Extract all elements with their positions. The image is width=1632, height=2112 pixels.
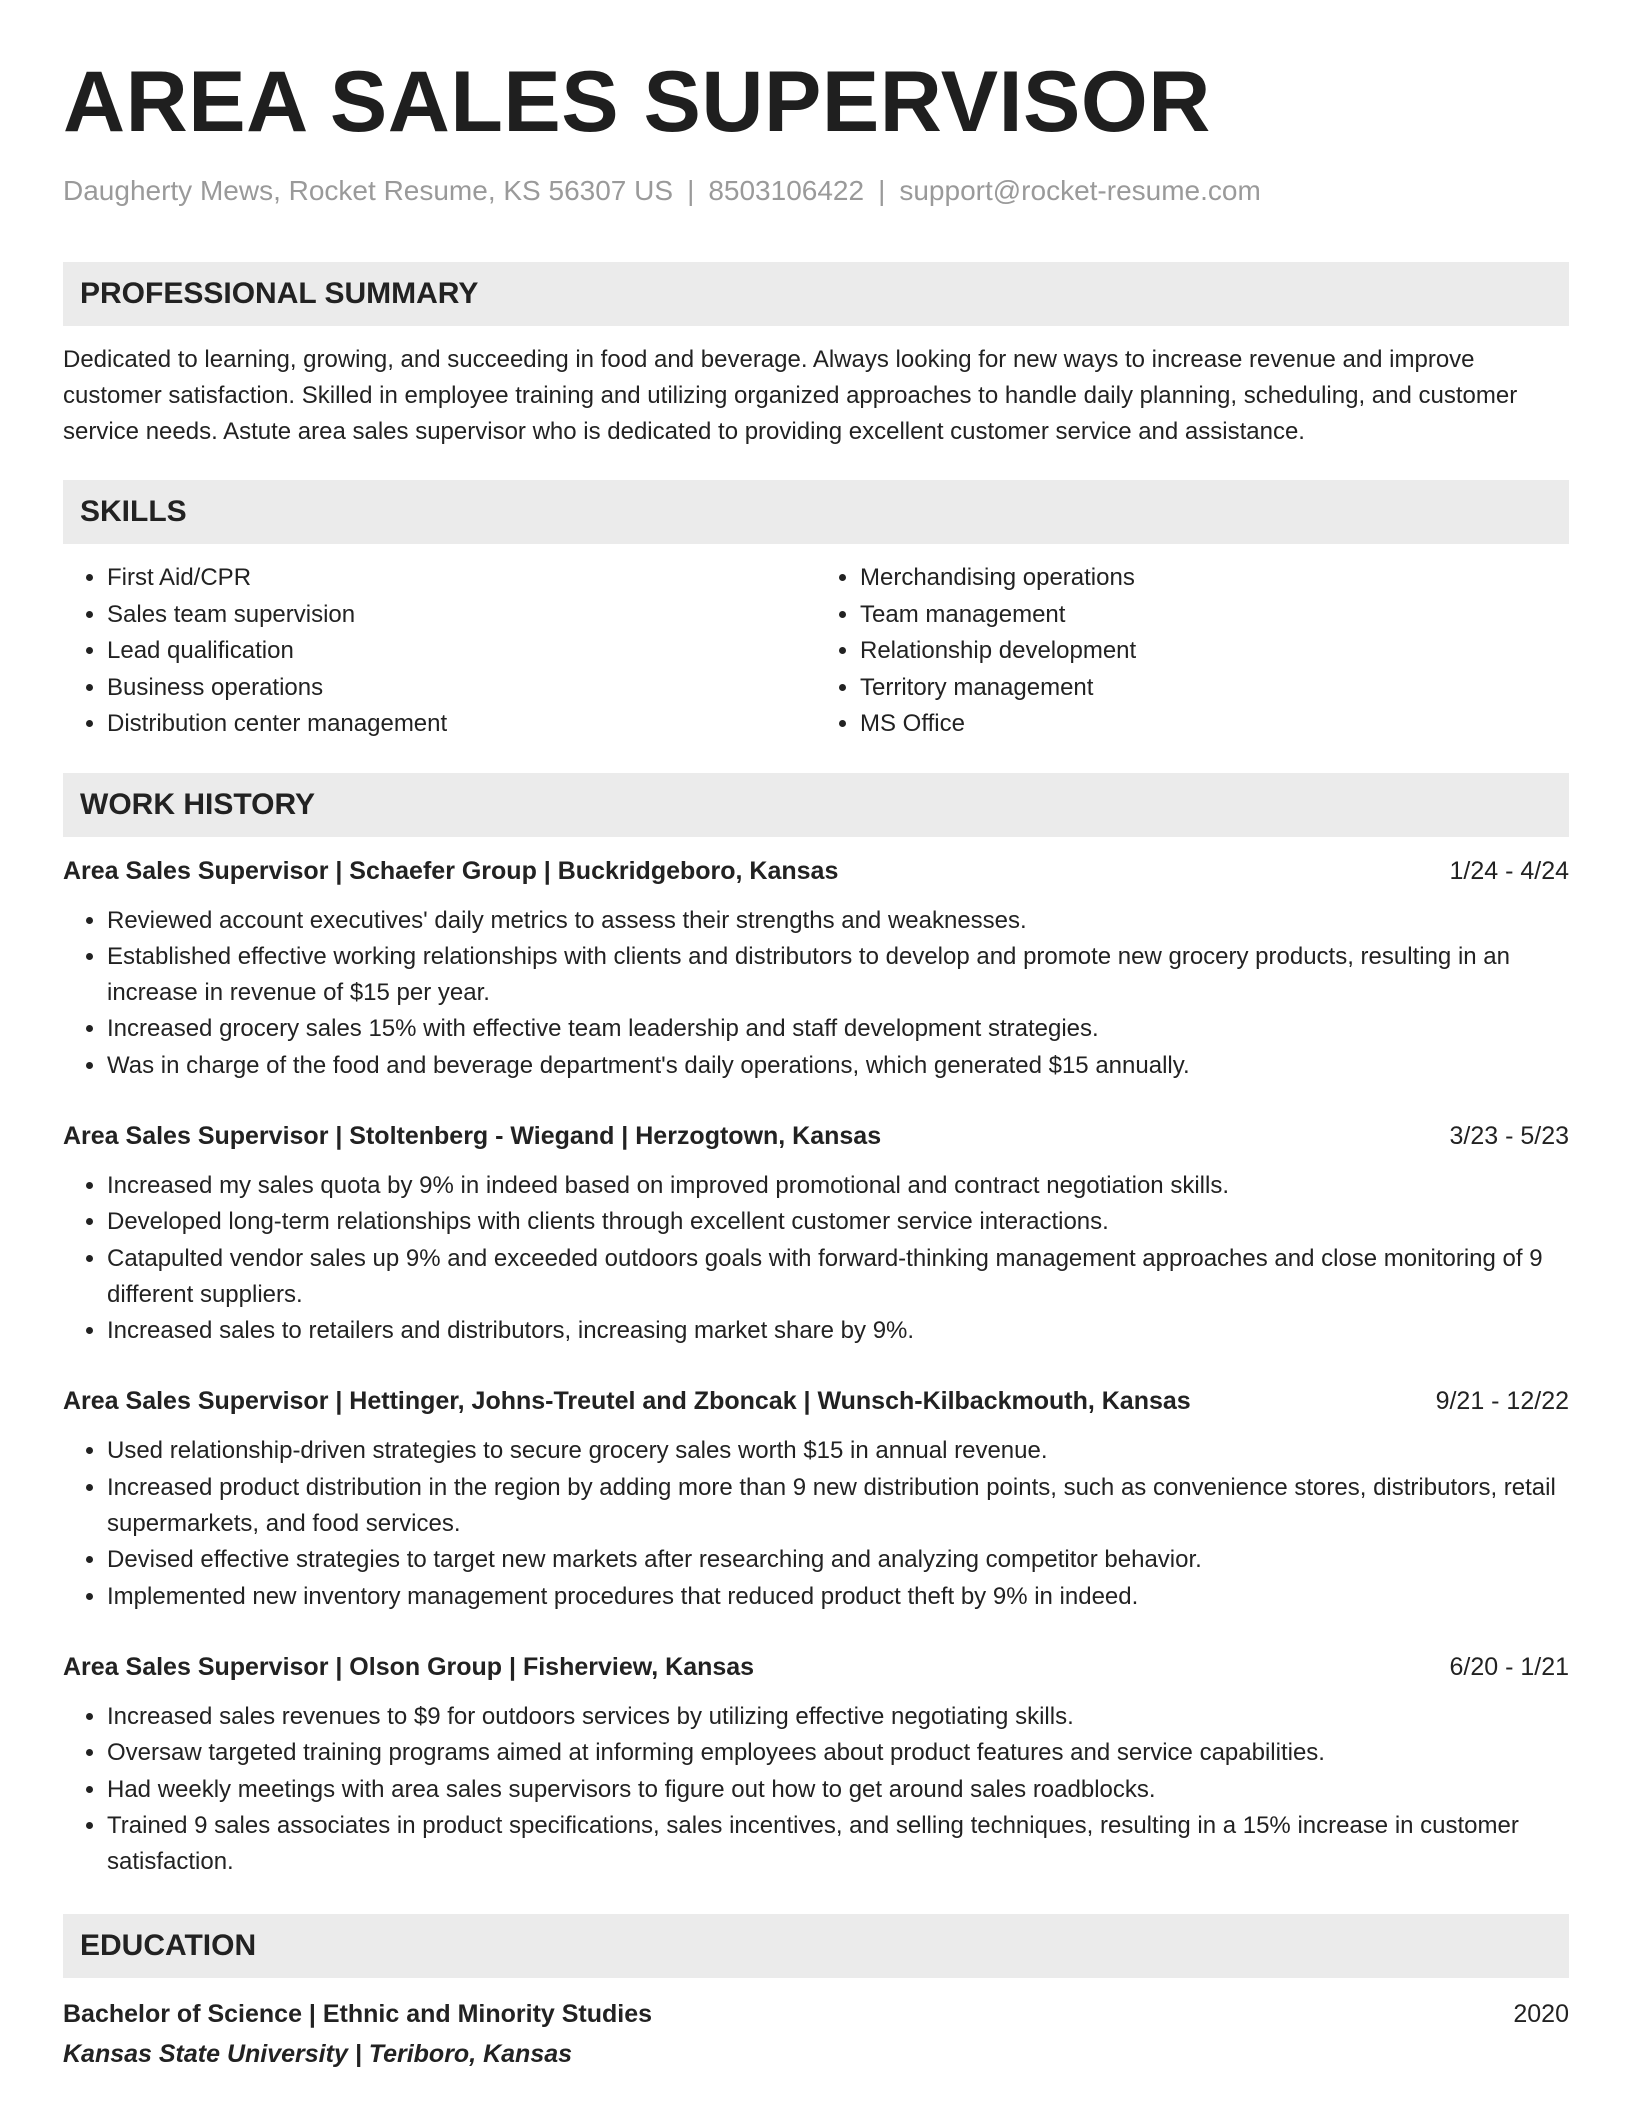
job-bullet: • Increased sales to retailers and distributors, increasing market share by 9%.	[107, 1313, 1569, 1349]
candidate-name: AREA SALES SUPERVISOR	[63, 54, 1211, 150]
job-bullet: • Developed long-term relationships with clients through excellent customer service interactions.	[107, 1204, 1569, 1240]
job-header	[63, 1118, 1569, 1154]
job-bullet: • Established effective working relationships with clients and distributors to develop and promote new grocery products, resulting in an increase in revenue of $15 per year.	[107, 939, 1569, 1012]
contact-line	[63, 174, 1569, 208]
skill-item: • Business operations	[107, 670, 816, 707]
job-bullet: • Devised effective strategies to target new markets after researching and analyzing competitor behavior.	[107, 1542, 1569, 1578]
skill-item: • First Aid/CPR	[107, 560, 816, 597]
job-dates: 9/21 - 12/22	[1435, 1387, 1569, 1416]
skills-list	[63, 560, 1569, 743]
education-school: Kansas State University | Teriboro, Kansas	[63, 2040, 573, 2069]
job-header	[63, 1383, 1569, 1419]
section-header-summary: PROFESSIONAL SUMMARY	[63, 262, 1569, 326]
skill-item: • Team management	[860, 597, 1569, 634]
job-bullet: • Catapulted vendor sales up 9% and exceeded outdoors goals with forward-thinking management approaches and close monitoring of 9 different suppliers.	[107, 1241, 1569, 1314]
job-dates: 1/24 - 4/24	[1449, 856, 1569, 885]
job-bullet: • Increased product distribution in the region by adding more than 9 new distribution points, such as convenience stores, distributors, retail supermarkets, and food services.	[107, 1470, 1569, 1543]
job-bullet: • Increased my sales quota by 9% in indeed based on improved promotional and contract negotiation skills.	[107, 1168, 1569, 1204]
job-bullet: • Oversaw targeted training programs aimed at informing employees about product features and service capabilities.	[107, 1735, 1569, 1771]
job-bullets	[63, 1168, 1569, 1349]
education-degree: Bachelor of Science | Ethnic and Minority Studies	[63, 2000, 653, 2029]
contact-separator: |	[878, 175, 886, 206]
skill-item: • MS Office	[860, 706, 1569, 743]
skills-column-left	[63, 560, 816, 743]
skills-column-right	[816, 560, 1569, 743]
job-bullets	[63, 1433, 1569, 1614]
section-header-skills: SKILLS	[63, 480, 1569, 544]
job-bullets	[63, 903, 1569, 1084]
education-header	[63, 1994, 1569, 2034]
skill-item: • Relationship development	[860, 633, 1569, 670]
section-header-work: WORK HISTORY	[63, 773, 1569, 837]
job-title: Area Sales Supervisor | Stoltenberg - Wiegand | Herzogtown, Kansas	[63, 1121, 882, 1150]
skill-item: • Merchandising operations	[860, 560, 1569, 597]
job-entry	[63, 1383, 1569, 1614]
education-year: 2020	[1513, 2000, 1569, 2029]
job-dates: 3/23 - 5/23	[1449, 1121, 1569, 1150]
job-bullet: • Increased grocery sales 15% with effective team leadership and staff development strategies.	[107, 1011, 1569, 1047]
contact-address: Daugherty Mews, Rocket Resume, KS 56307 US	[63, 175, 674, 206]
skill-item: • Sales team supervision	[107, 597, 816, 634]
job-header	[63, 853, 1569, 889]
contact-separator: |	[687, 175, 695, 206]
job-bullet: • Used relationship-driven strategies to secure grocery sales worth $15 in annual revenue.	[107, 1433, 1569, 1469]
job-bullet: • Trained 9 sales associates in product specifications, sales incentives, and selling techniques, resulting in a 15% increase in customer satisfaction.	[107, 1808, 1569, 1881]
job-bullet: • Reviewed account executives' daily metrics to assess their strengths and weaknesses.	[107, 903, 1569, 939]
skill-item: • Territory management	[860, 670, 1569, 707]
job-dates: 6/20 - 1/21	[1449, 1652, 1569, 1681]
job-entry	[63, 853, 1569, 1084]
job-entry	[63, 1118, 1569, 1349]
job-bullet: • Had weekly meetings with area sales supervisors to figure out how to get around sales roadblocks.	[107, 1772, 1569, 1808]
job-bullets	[63, 1699, 1569, 1880]
job-header	[63, 1649, 1569, 1685]
job-title: Area Sales Supervisor | Hettinger, Johns-Treutel and Zboncak | Wunsch-Kilbackmouth, Kansas	[63, 1387, 1191, 1416]
skill-item: • Lead qualification	[107, 633, 816, 670]
job-bullet: • Was in charge of the food and beverage department's daily operations, which generated $15 annually.	[107, 1048, 1569, 1084]
contact-email: support@rocket-resume.com	[899, 175, 1261, 206]
section-header-education: EDUCATION	[63, 1914, 1569, 1978]
contact-phone: 8503106422	[708, 175, 865, 206]
job-entry	[63, 1649, 1569, 1880]
skill-item: • Distribution center management	[107, 706, 816, 743]
summary-text: Dedicated to learning, growing, and succeeding in food and beverage. Always looking for new ways to increase revenue and improve customer satisfaction. Skilled in employee training and utilizing organized approaches to handle daily planning, scheduling, and customer service needs. Astute area sales supervisor who is dedicated to providing excellent customer service and assistance.	[63, 346, 1518, 445]
job-bullet: • Increased sales revenues to $9 for outdoors services by utilizing effective negotiating skills.	[107, 1699, 1569, 1735]
education-entry	[63, 1994, 1569, 2074]
job-bullet: • Implemented new inventory management procedures that reduced product theft by 9% in indeed.	[107, 1579, 1569, 1615]
job-title: Area Sales Supervisor | Olson Group | Fisherview, Kansas	[63, 1652, 755, 1681]
job-title: Area Sales Supervisor | Schaefer Group | Buckridgeboro, Kansas	[63, 856, 839, 885]
